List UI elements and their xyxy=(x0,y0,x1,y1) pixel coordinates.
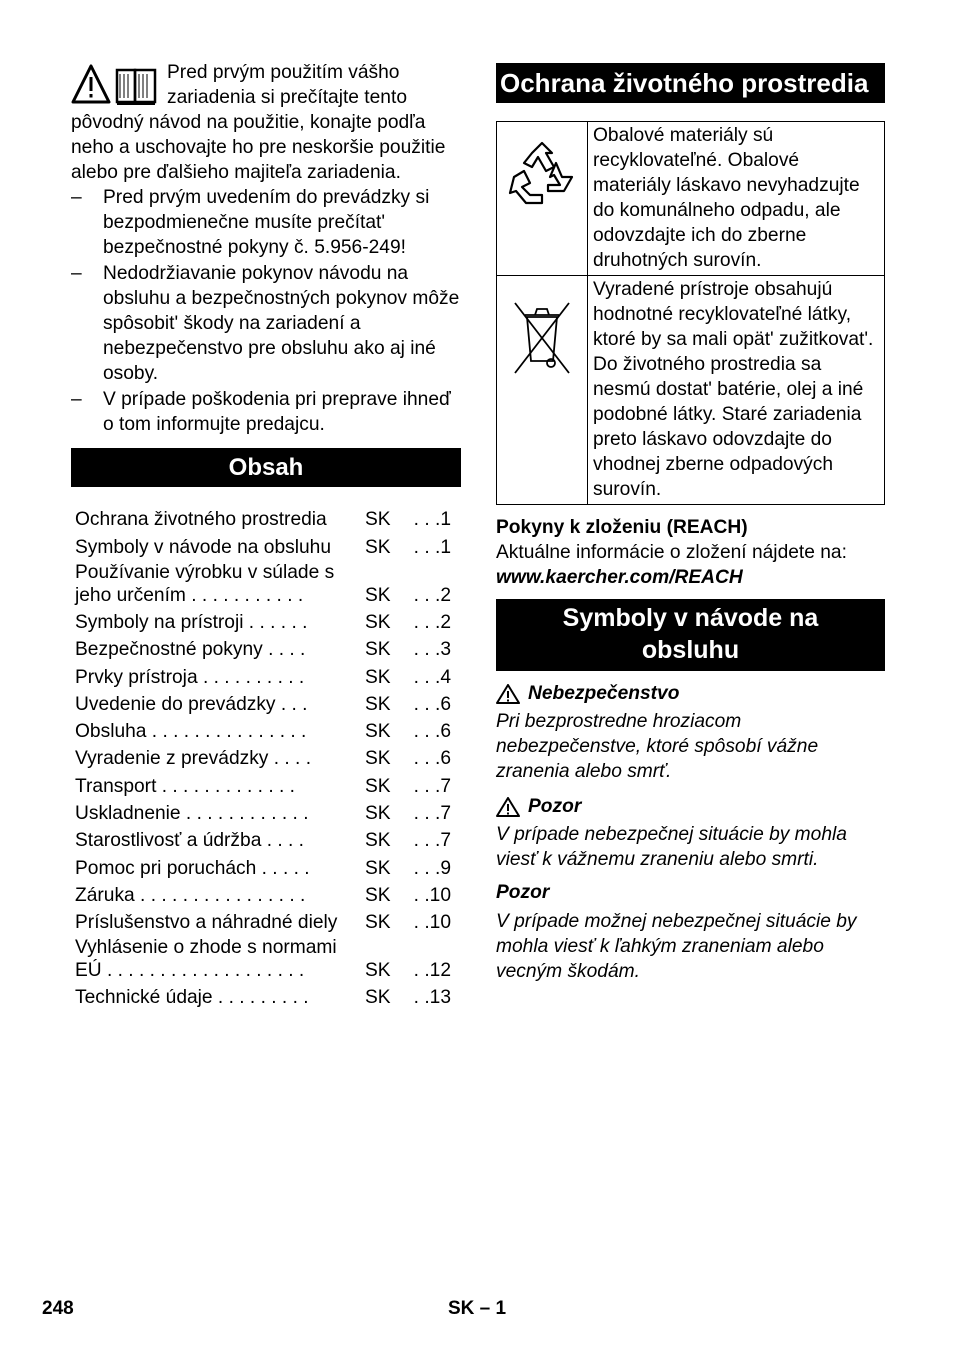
danger-title: Nebezpečenstvo xyxy=(528,683,680,704)
toc-title-line: Prvky prístroja . . . . . . . . . . xyxy=(75,666,305,688)
toc-title xyxy=(71,504,359,531)
toc-language: SK xyxy=(365,584,391,606)
toc-heading: Obsah xyxy=(71,448,461,487)
environment-table xyxy=(496,121,885,505)
intro-text: Pred prvým použitím vášho zariadenia si prečítajte tento pôvodný návod na použitie, konajte podľa neho a uschovajte ho pre neskoršie použitie alebo pre ďalšieho majiteľa zariadenia. xyxy=(71,62,446,183)
caution-text: V prípade možnej nebezpečnej situácie by mohla viesť k ľahkým zraneniam alebo vecným škodám. xyxy=(496,911,857,982)
toc-language: SK xyxy=(365,987,391,1009)
toc-language: SK xyxy=(365,775,391,797)
toc-row xyxy=(71,880,461,907)
toc-page: . .10 xyxy=(413,912,451,934)
warning-heading xyxy=(496,796,885,818)
toc-title-line: Obsluha . . . . . . . . . . . . . . . xyxy=(75,721,307,743)
environment-heading: Ochrana životného prostredia xyxy=(496,63,885,103)
toc-language: SK xyxy=(365,509,391,531)
warning-title: Pozor xyxy=(528,796,582,817)
danger-heading xyxy=(496,683,885,705)
disposal-text: Vyradené prístroje obsahujú hodnotné recyklovateľné látky, ktoré by sa mali opät' zužitkovat'. Do životného prostredia sa nesmú dostat' batérie, olej a iné podobné látky. Staré zariadenia preto láskavo odovzdajte do vhodnej zberne odpadových surovín. xyxy=(588,276,885,505)
toc-title-line: Transport . . . . . . . . . . . . . xyxy=(75,775,295,797)
toc-page: . . .1 xyxy=(413,509,451,531)
table-of-contents xyxy=(71,504,461,1009)
toc-title-line: Bezpečnostné pokyny . . . . xyxy=(75,639,306,661)
toc-title-line: jeho určením . . . . . . . . . . . xyxy=(75,584,304,606)
toc-title-line: Príslušenstvo a náhradné diely xyxy=(75,912,338,934)
symbols-heading-line-2: obsluhu xyxy=(641,636,740,664)
bullet-dash: – xyxy=(71,262,82,284)
toc-language: SK xyxy=(365,884,391,906)
crossed-bin-icon xyxy=(507,293,577,383)
symbols-heading xyxy=(496,599,885,671)
toc-row xyxy=(71,798,461,825)
toc-title xyxy=(71,743,359,770)
toc-title xyxy=(71,880,359,907)
toc-row xyxy=(71,770,461,797)
toc-row xyxy=(71,934,461,982)
language-page-label: SK – 1 xyxy=(448,1298,507,1319)
warning-and-manual-icon xyxy=(71,64,159,106)
toc-language: SK xyxy=(365,611,391,633)
recycling-text: Obalové materiály sú recyklovateľné. Obalové materiály láskavo nevyhadzujte do komunálneho odpadu, ale odovzdajte ich do zberne druhotných surovín. xyxy=(588,122,885,276)
toc-page: . . .6 xyxy=(413,721,451,743)
toc-page: . . .4 xyxy=(413,666,451,688)
toc-title xyxy=(71,907,359,934)
toc-title-line: EÚ . . . . . . . . . . . . . . . . . . . xyxy=(75,960,305,982)
toc-title-line: Symboly v návode na obsluhu xyxy=(75,536,331,558)
toc-page: . . .7 xyxy=(413,830,451,852)
toc-row xyxy=(71,504,461,531)
toc-title-line: Záruka . . . . . . . . . . . . . . . . xyxy=(75,884,306,906)
toc-title-line: Symboly na prístroji . . . . . . xyxy=(75,611,308,633)
warning-text: V prípade nebezpečnej situácie by mohla viesť k vážnemu zraneniu alebo smrti. xyxy=(496,824,847,870)
toc-page: . . .2 xyxy=(413,584,451,606)
table-row xyxy=(497,122,885,276)
toc-title xyxy=(71,798,359,825)
toc-title xyxy=(71,982,359,1009)
toc-title xyxy=(71,634,359,661)
toc-title xyxy=(71,661,359,688)
toc-language: SK xyxy=(365,721,391,743)
bullet-text: Nedodržiavanie pokynov návodu na obsluhu a bezpečnostných pokynov môže spôsobit' škody na zariadení a nebezpečenstvo pre obsluhu ako aj iné osoby. xyxy=(103,262,460,385)
toc-title-line: Uvedenie do prevádzky . . . xyxy=(75,693,308,715)
danger-text: Pri bezprostredne hroziacom nebezpečenstve, ktoré spôsobí vážne zranenia alebo smrť. xyxy=(496,711,819,782)
caution-title: Pozor xyxy=(496,882,550,903)
toc-language: SK xyxy=(365,912,391,934)
toc-language: SK xyxy=(365,748,391,770)
toc-title xyxy=(71,531,359,558)
toc-page: . .10 xyxy=(413,884,451,906)
toc-title xyxy=(71,559,359,607)
reach-link[interactable]: www.kaercher.com/REACH xyxy=(496,567,743,588)
toc-title xyxy=(71,716,359,743)
toc-page: . . .6 xyxy=(413,748,451,770)
list-item xyxy=(71,387,461,437)
toc-language: SK xyxy=(365,830,391,852)
toc-title-line: Ochrana životného prostredia xyxy=(75,509,327,531)
left-column xyxy=(71,60,461,1009)
toc-row xyxy=(71,743,461,770)
toc-page: . . .7 xyxy=(413,803,451,824)
table-row xyxy=(497,276,885,505)
toc-language: SK xyxy=(365,857,391,879)
recycling-icon xyxy=(502,137,582,227)
toc-row xyxy=(71,661,461,688)
right-column xyxy=(496,63,885,984)
toc-language: SK xyxy=(365,666,391,688)
reach-text: Aktuálne informácie o zložení nájdete na: xyxy=(496,542,847,563)
toc-page: . . .9 xyxy=(413,857,451,879)
toc-page: . . .1 xyxy=(413,536,451,558)
toc-title-line: Technické údaje . . . . . . . . . xyxy=(75,987,309,1009)
toc-row xyxy=(71,982,461,1009)
toc-title xyxy=(71,770,359,797)
toc-title-line: Používanie výrobku v súlade s xyxy=(75,561,335,583)
bullet-dash: – xyxy=(71,388,82,410)
toc-row xyxy=(71,907,461,934)
toc-title-line: Vyradenie z prevádzky . . . . xyxy=(75,748,312,770)
reach-title: Pokyny k zloženiu (REACH) xyxy=(496,517,748,538)
icon-cell xyxy=(497,276,588,505)
toc-language: SK xyxy=(365,536,391,558)
toc-row xyxy=(71,825,461,852)
bullet-list xyxy=(71,185,461,437)
icon-cell xyxy=(497,122,588,276)
toc-page: . .13 xyxy=(413,987,451,1009)
page-number: 248 xyxy=(42,1298,74,1319)
toc-title xyxy=(71,607,359,634)
toc-title-line: Starostlivosť a údržba . . . . xyxy=(75,830,305,852)
toc-row xyxy=(71,716,461,743)
toc-page: . . .3 xyxy=(413,639,451,661)
toc-title xyxy=(71,689,359,716)
toc-row xyxy=(71,607,461,634)
toc-page: . . .2 xyxy=(413,611,451,633)
warning-triangle-icon xyxy=(496,684,520,704)
toc-title xyxy=(71,852,359,879)
intro-block xyxy=(71,60,461,185)
toc-row xyxy=(71,634,461,661)
toc-title xyxy=(71,934,359,982)
list-item xyxy=(71,185,461,261)
toc-title-line: Vyhlásenie o zhode s normami xyxy=(75,937,337,959)
toc-row xyxy=(71,531,461,558)
symbols-heading-line-1: Symboly v návode na xyxy=(562,604,819,632)
toc-page: . . .7 xyxy=(413,775,451,797)
toc-language: SK xyxy=(365,639,391,661)
toc-title xyxy=(71,825,359,852)
bullet-text: Pred prvým uvedením do prevádzky si bezpodmienečne musíte prečítat' bezpečnostné pokyny č. 5.956-249! xyxy=(103,187,430,259)
warning-triangle-icon xyxy=(496,797,520,817)
toc-title-line: Uskladnenie . . . . . . . . . . . . xyxy=(75,803,309,824)
toc-language: SK xyxy=(365,960,391,982)
list-item xyxy=(71,261,461,387)
toc-page: . . .6 xyxy=(413,693,451,715)
toc-language: SK xyxy=(365,693,391,715)
toc-row xyxy=(71,689,461,716)
toc-row xyxy=(71,852,461,879)
bullet-dash: – xyxy=(71,187,82,208)
toc-language: SK xyxy=(365,803,391,824)
toc-row xyxy=(71,559,461,607)
toc-title-line: Pomoc pri poruchách . . . . . xyxy=(75,857,310,879)
bullet-text: V prípade poškodenia pri preprave ihneď o tom informujte predajcu. xyxy=(103,388,451,435)
toc-page: . .12 xyxy=(413,960,451,982)
